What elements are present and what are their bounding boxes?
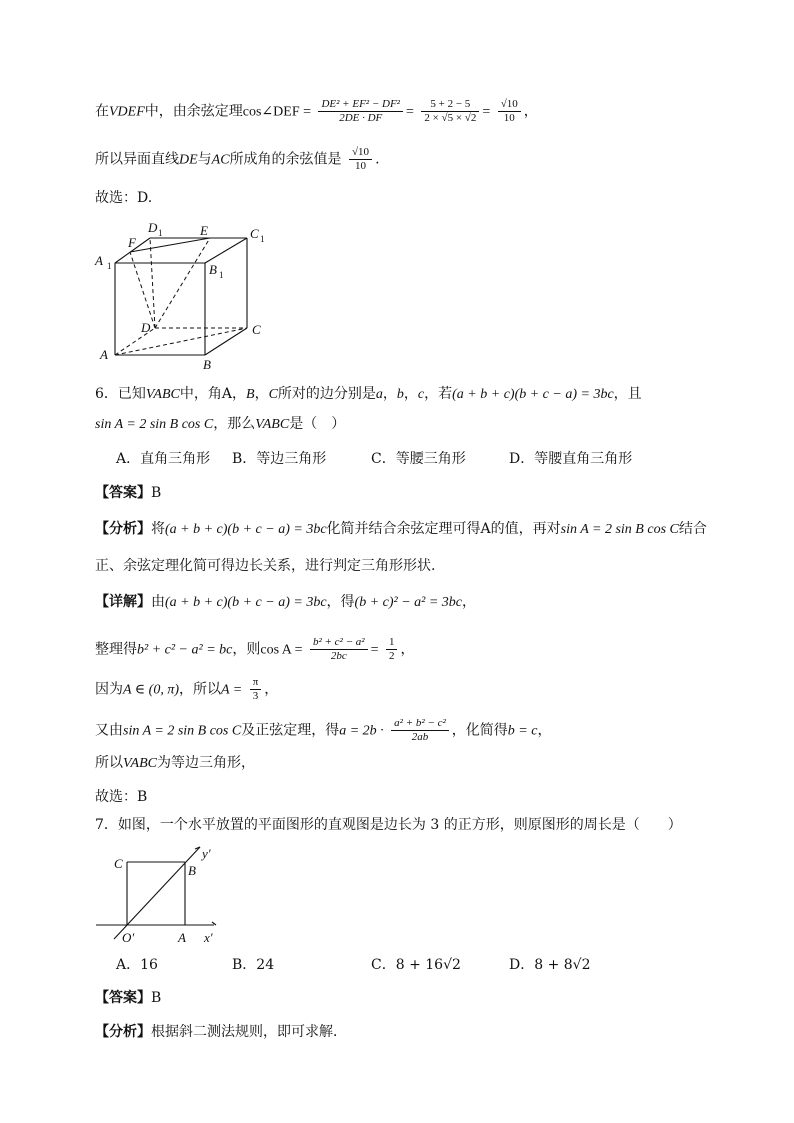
- equals: =: [482, 104, 491, 120]
- label-c: C: [114, 856, 123, 871]
- prev-line-1: [95, 98, 538, 125]
- text: ，得: [326, 594, 355, 610]
- q6-option-d: D．等腰直角三角形: [509, 451, 633, 467]
- label-origin: O′: [122, 930, 135, 945]
- q6-stem-line-1: [95, 384, 642, 405]
- text: 在: [95, 103, 109, 120]
- fraction: [391, 717, 449, 744]
- q6-detail-line-1: [95, 592, 476, 613]
- side-a: a: [375, 387, 383, 402]
- numerator: 5 + 2 − 5: [421, 98, 479, 112]
- q6-analysis-line-2: 正、余弦定理化简可得边长关系，进行判定三角形形状.: [95, 558, 436, 574]
- label-f: F: [128, 235, 136, 250]
- text: 所对的边分别是: [277, 386, 376, 402]
- punct: ，: [400, 641, 415, 658]
- text: 化简并结合余弦定理可得A的值，再对: [326, 521, 561, 537]
- detail-tag: 【详解】: [95, 594, 151, 610]
- punct: .: [375, 151, 380, 168]
- equation: b² + c² − a² = bc: [137, 642, 233, 658]
- q7-option-a: A．16: [116, 957, 158, 973]
- text: 及正弦定理，得: [241, 722, 340, 739]
- text: 结合: [678, 521, 707, 537]
- label-x-axis: x′: [204, 930, 213, 945]
- punct: ，: [264, 681, 279, 698]
- denominator: 2DE · DF: [339, 112, 383, 124]
- denominator: 3: [252, 690, 259, 702]
- q6-option-b: B．等边三角形: [232, 451, 327, 467]
- denominator: 2 × √5 × √2: [424, 112, 477, 124]
- label-a: A: [100, 347, 108, 362]
- numerator: π: [250, 676, 262, 690]
- equation: sin A = 2 sin B cos C: [560, 522, 679, 537]
- numerator: √10: [349, 146, 372, 160]
- equals: =: [370, 642, 379, 658]
- label-c: C: [252, 322, 261, 337]
- label-y-axis: y′: [202, 846, 211, 861]
- text: 中，由余弦定理: [144, 103, 243, 120]
- text: ，则: [232, 641, 261, 658]
- text: ，若: [424, 386, 453, 402]
- text: ，: [254, 386, 269, 402]
- equation: a = 2b ·: [339, 723, 384, 739]
- q6-detail-line-5: [95, 753, 255, 774]
- prev-line-3: 故选：D.: [95, 190, 153, 206]
- q7-option-d: D．8 + 8√2: [509, 957, 591, 973]
- text: 与: [197, 151, 212, 168]
- line-ac: AC: [211, 152, 230, 168]
- angle-b: B: [246, 387, 255, 402]
- fraction-3: [498, 98, 521, 125]
- equation: sin A = 2 sin B cos C: [95, 417, 214, 432]
- fraction-1: [318, 98, 403, 125]
- q7-option-c: C．8 + 16√2: [371, 957, 461, 973]
- text: 由: [151, 594, 165, 610]
- text: ，: [403, 386, 418, 402]
- text: 将: [151, 521, 165, 537]
- cube-figure: [90, 218, 280, 373]
- analysis-tag: 【分析】: [95, 1024, 151, 1040]
- numerator: b² + c² − a²: [310, 636, 368, 650]
- equation: (a + b + c)(b + c − a) = 3bc: [452, 387, 614, 402]
- q6-stem-line-2: [95, 414, 345, 435]
- punct: ，: [537, 722, 552, 739]
- label-d1: D: [148, 220, 158, 235]
- subscript: 1: [260, 234, 265, 244]
- text: ，那么: [213, 416, 256, 432]
- q6-option-a: A．直角三角形: [116, 451, 211, 467]
- answer-tag: 【答案】: [95, 485, 151, 501]
- triangle-symbol: VABC: [123, 756, 157, 771]
- numerator: 1: [386, 636, 398, 650]
- answer-tag: 【答案】: [95, 990, 151, 1006]
- text: ，所以: [179, 681, 221, 698]
- equation: sin A = 2 sin B cos C: [123, 723, 242, 739]
- text: ，化简得: [451, 722, 508, 739]
- label-b: B: [203, 357, 211, 372]
- text: ，: [382, 386, 397, 402]
- numerator: a² + b² − c²: [391, 717, 449, 731]
- numerator: DE² + EF² − DF²: [318, 98, 403, 112]
- oblique-square-figure: [92, 842, 232, 947]
- equation: (b + c)² − a² = 3bc: [354, 595, 463, 610]
- text: 是（ ）: [289, 416, 346, 432]
- label-e: E: [200, 223, 208, 238]
- segment-fe: [130, 238, 210, 252]
- punct: ，: [523, 103, 538, 120]
- denominator: 2ab: [411, 731, 429, 743]
- denominator: 2bc: [330, 650, 347, 662]
- q6-detail-line-4: [95, 717, 551, 744]
- answer-value: B: [151, 990, 162, 1006]
- q6-detail-line-6: 故选：B: [95, 789, 148, 805]
- hidden-segment-de: [155, 238, 210, 328]
- text: 所以: [95, 755, 123, 771]
- text: 所以异面直线: [95, 151, 179, 168]
- triangle-symbol: VABC: [145, 387, 180, 402]
- triangle-symbol: VABC: [255, 417, 290, 432]
- denominator: 10: [503, 112, 515, 124]
- equals: =: [405, 104, 414, 120]
- side-b: b: [396, 387, 404, 402]
- angle-c: C: [268, 387, 278, 402]
- side-c: c: [417, 387, 425, 402]
- equation: A =: [221, 682, 243, 698]
- equation: (a + b + c)(b + c − a) = 3bc: [165, 522, 327, 537]
- q7-analysis: [95, 1022, 347, 1042]
- answer-value: B: [151, 485, 162, 501]
- cos-expression: cos∠DEF =: [242, 104, 312, 120]
- fraction: [250, 676, 262, 703]
- text: 为等边三角形，: [156, 755, 255, 771]
- fraction: [310, 636, 368, 663]
- subscript: 1: [158, 228, 163, 238]
- label-b: B: [188, 863, 196, 878]
- q6-answer: [95, 483, 161, 503]
- analysis-text: 根据斜二测法规则，即可求解．: [151, 1024, 347, 1040]
- numerator: √10: [498, 98, 521, 112]
- text: 中，角A，: [179, 386, 247, 402]
- q7-option-b: B．24: [232, 957, 275, 973]
- subscript: 1: [219, 270, 224, 280]
- fraction: [349, 146, 372, 173]
- q6-detail-line-2: [95, 636, 414, 663]
- q6-detail-line-3: [95, 676, 278, 703]
- equation: (a + b + c)(b + c − a) = 3bc: [165, 595, 327, 610]
- subscript: 1: [107, 261, 112, 271]
- q7-answer: [95, 988, 161, 1008]
- fraction-2: [421, 98, 479, 125]
- equation: A ∈ (0, π): [123, 682, 179, 698]
- equation: b = c: [507, 723, 538, 739]
- fraction: [386, 636, 398, 663]
- text: ，且: [613, 386, 642, 402]
- q7-stem: 7．如图，一个水平放置的平面图形的直观图是边长为 3 的正方形，则原图形的周长是（ ）: [95, 817, 682, 833]
- label-a: A: [178, 930, 186, 945]
- text: 6．已知: [95, 386, 146, 402]
- label-c1: C: [250, 226, 259, 241]
- triangle-symbol: VDEF: [109, 104, 145, 120]
- q6-analysis-line-1: [95, 519, 707, 540]
- cos-expression: cos A =: [260, 642, 303, 658]
- text: ，: [462, 594, 477, 610]
- text: 因为: [95, 681, 123, 698]
- q6-option-c: C．等腰三角形: [371, 451, 466, 467]
- line-de: DE: [179, 152, 198, 168]
- label-a1: A: [95, 253, 103, 268]
- denominator: 10: [355, 160, 367, 172]
- text: 所成角的余弦值是: [229, 151, 342, 168]
- edge-c1b1: [205, 238, 247, 263]
- text: 又由: [95, 722, 123, 739]
- prev-line-2: [95, 146, 380, 173]
- label-b1: B: [209, 262, 217, 277]
- analysis-tag: 【分析】: [95, 521, 151, 537]
- denominator: 2: [388, 650, 395, 662]
- label-d: D: [141, 320, 151, 335]
- text: 整理得: [95, 641, 137, 658]
